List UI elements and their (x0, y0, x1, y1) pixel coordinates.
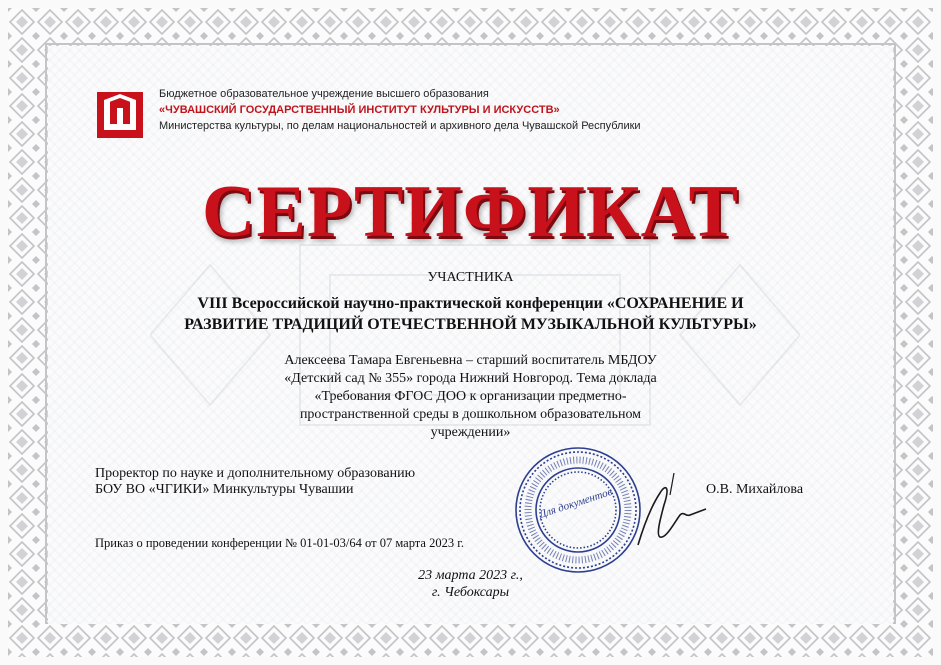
participant-label: УЧАСТНИКА (427, 270, 514, 285)
handwritten-signature (630, 465, 710, 555)
description-line-1: Алексеева Тамара Евгеньевна – старший воспитатель МБДОУ (284, 353, 657, 368)
certificate-title: СЕРТИФИКАТ (202, 171, 739, 253)
description-line-2: «Детский сад № 355» города Нижний Новгород. Тема доклада (284, 371, 657, 386)
conference-title (100, 293, 841, 335)
issue-date-place (0, 567, 941, 601)
stamp-text: Для документов (537, 485, 614, 521)
signatory-position (95, 466, 415, 498)
organization-type: Бюджетное образовательное учреждение высшего образования (159, 88, 489, 100)
issue-date: 23 марта 2023 г., (418, 568, 523, 583)
description-line-3: «Требования ФГОС ДОО к организации предметно- (314, 389, 627, 404)
description-line-4: пространственной среды в дошкольном образовательном (299, 407, 642, 422)
participant-description (250, 352, 691, 442)
issue-place: г. Чебоксары (431, 585, 510, 600)
description-line-5: учреждении» (430, 425, 511, 440)
signatory-position-line-2: БОУ ВО «ЧГИКИ» Минкультуры Чувашии (95, 482, 354, 497)
official-stamp (512, 444, 644, 576)
organization-name: «ЧУВАШСКИЙ ГОСУДАРСТВЕННЫЙ ИНСТИТУТ КУЛЬТУРЫ И ИСКУССТВ» (159, 104, 560, 116)
order-reference: Приказ о проведении конференции № 01-01-03/64 от 07 марта 2023 г. (95, 536, 465, 550)
organization-ministry: Министерства культуры, по делам национальностей и архивного дела Чувашской Республики (159, 120, 641, 132)
conference-line-1: VIII Всероссийской научно-практической конференции «СОХРАНЕНИЕ И (197, 295, 744, 312)
signatory-position-line-1: Проректор по науке и дополнительному образованию (95, 466, 416, 481)
conference-line-2: РАЗВИТИЕ ТРАДИЦИЙ ОТЕЧЕСТВЕННОЙ МУЗЫКАЛЬНОЙ КУЛЬТУРЫ» (184, 316, 757, 333)
signatory-name: О.В. Михайлова (706, 482, 804, 497)
institute-logo (97, 92, 143, 138)
